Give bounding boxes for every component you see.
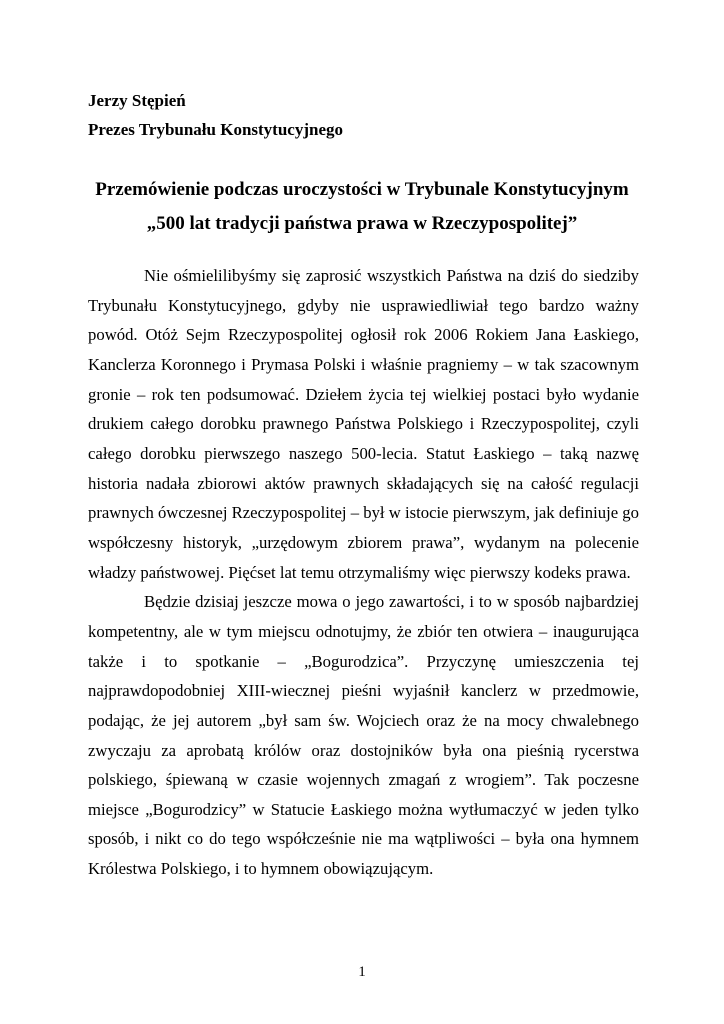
speech-body (88, 261, 639, 884)
speech-title (60, 173, 664, 241)
title-line-2: „500 lat tradycji państwa prawa w Rzeczypospolitej” (146, 213, 578, 234)
paragraph-1: Nie ośmielilibyśmy się zaprosić wszystkich Państwa na dziś do siedziby Trybunału Konstytucyjnego, gdyby nie usprawiedliwiał tego bardzo ważny powód. Otóż Sejm Rzeczypospolitej ogłosił rok 2006 Rokiem Jana Łaskiego, Kanclerza Koronnego i Prymasa Polski i właśnie pragniemy – w tak szacownym gronie – rok ten podsumować. Dziełem życia tej wielkiej postaci było wydanie drukiem całego dorobku prawnego Państwa Polskiego i Rzeczypospolitej, czyli całego dorobku pierwszego naszego 500-lecia. Statut Łaskiego – taką nazwę historia nadała zbiorowi aktów prawnych składających się na całość regulacji prawnych ówczesnej Rzeczypospolitej – był w istocie pierwszym, jak definiuje go współczesny historyk, „urzędowym zbiorem prawa”, wydanym na polecenie władzy państwowej. Pięćset lat temu otrzymaliśmy więc pierwszy kodeks prawa. (88, 266, 639, 582)
author-role: Prezes Trybunału Konstytucyjnego (88, 120, 344, 139)
paragraph-2: Będzie dzisiaj jeszcze mowa o jego zawartości, i to w sposób najbardziej kompetentny, ale w tym miejscu odnotujmy, że zbiór ten otwiera – inaugurująca także i to spotkanie – „Bogurodzica”. Przyczynę umieszczenia tej najprawdopodobniej XIII-wiecznej pieśni wyjaśnił kanclerz w przedmowie, podając, że jej autorem „był sam św. Wojciech oraz że na mocy chwalebnego zwyczaju za aprobatą królów oraz dostojników była ona pieśnią rycerstwa polskiego, śpiewaną w czasie wojennych zmagań z wrogiem”. Tak poczesne miejsce „Bogurodzicy” w Statucie Łaskiego można wytłumaczyć w jeden tylko sposób, i nikt co do tego współcześnie nie ma wątpliwości – była ona hymnem Królestwa Polskiego, i to hymnem obowiązującym. (88, 592, 639, 879)
page-number: 1 (358, 964, 366, 980)
author-name: Jerzy Stępień (88, 91, 186, 110)
title-line-1: Przemówienie podczas uroczystości w Trybunale Konstytucyjnym (95, 179, 629, 200)
author-block (88, 86, 648, 144)
